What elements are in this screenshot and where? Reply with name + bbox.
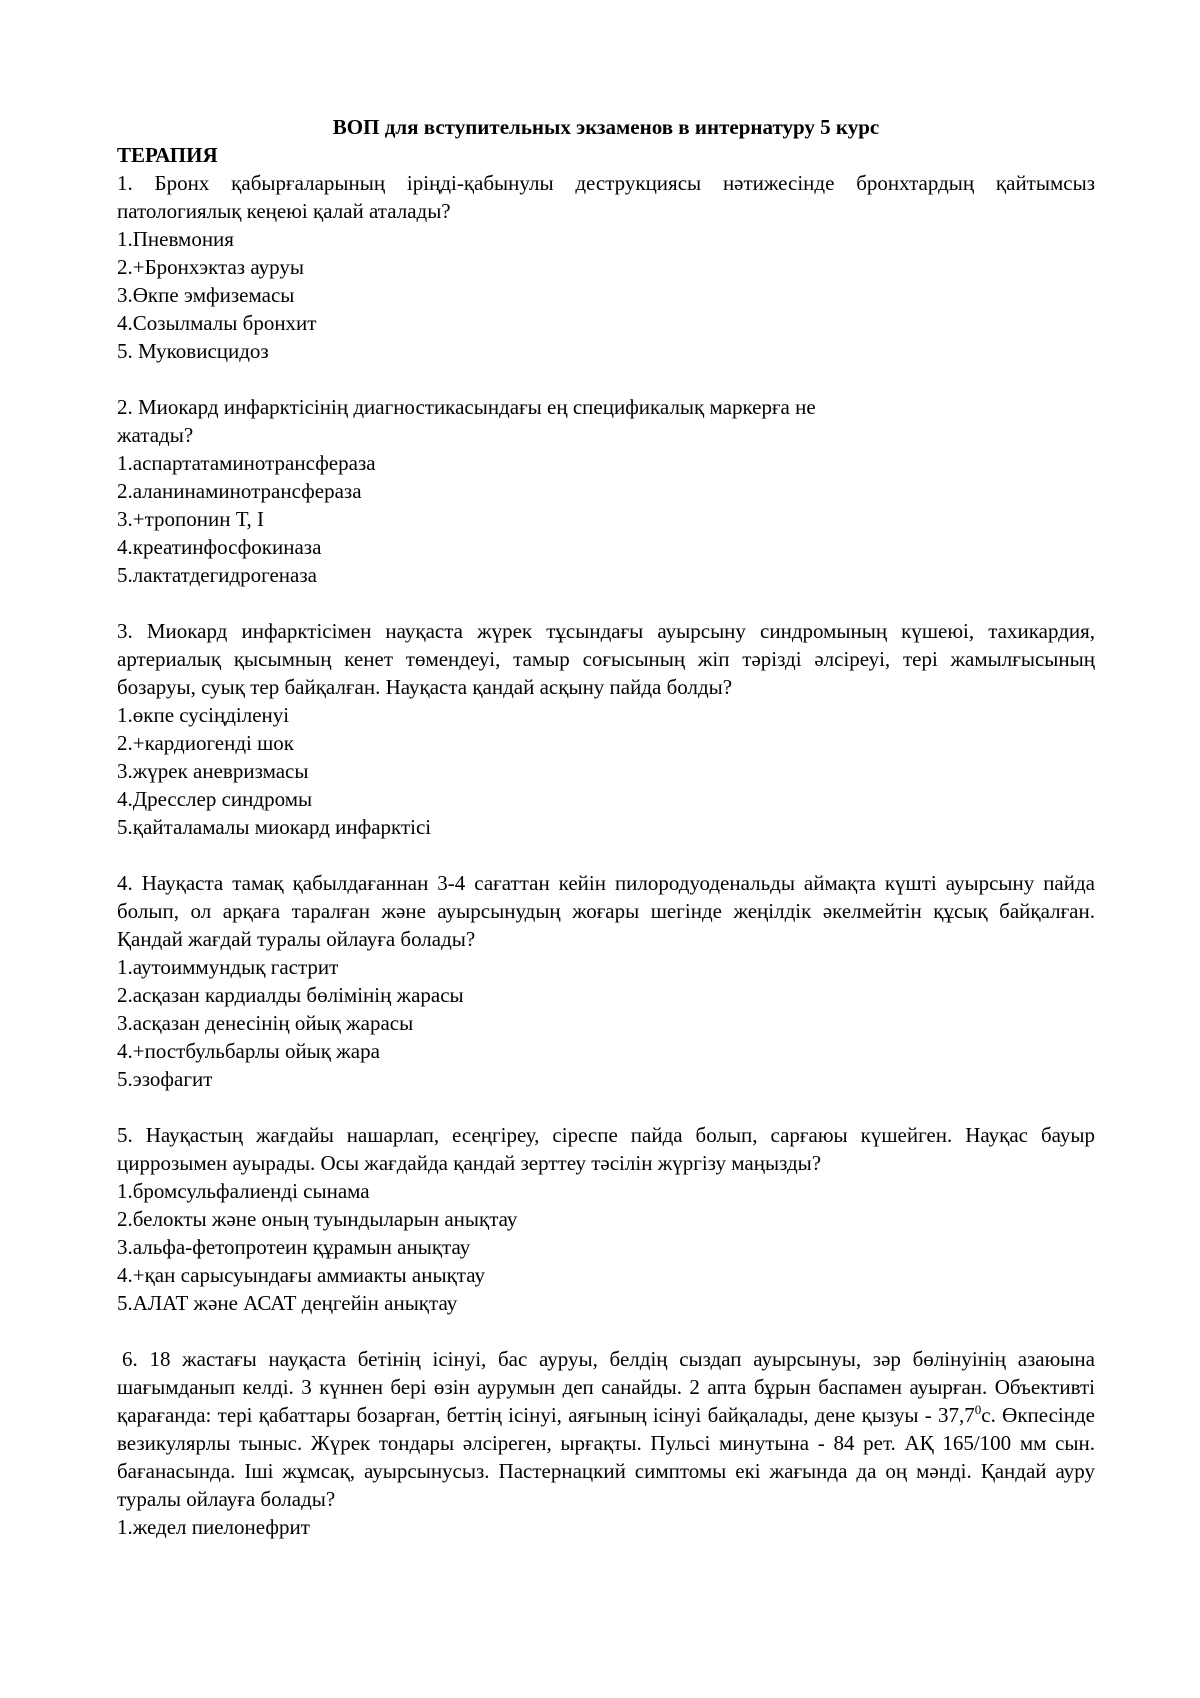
answer-option: 3.жүрек аневризмасы [117,759,309,783]
question-4 [117,869,1095,1093]
degree-superscript: 0 [974,1402,982,1417]
question-text [117,1345,1095,1513]
question-1 [117,169,1095,365]
answer-option: 1.жедел пиелонефрит [117,1515,310,1539]
answer-option: 2.асқазан кардиалды бөлімінің жарасы [117,983,464,1007]
answer-option: 5.қайталамалы миокард инфарктісі [117,815,432,839]
question-5 [117,1121,1095,1317]
answer-option: 2.аланинаминотрансфераза [117,479,362,503]
answer-option: 5.лактатдегидрогеназа [117,563,317,587]
question-text-continued: жатады? [117,423,194,447]
answer-option: 2.+Бронхэктаз ауруы [117,255,304,279]
question-3 [117,617,1095,841]
question-6 [117,1345,1095,1541]
answer-option: 3.Өкпе эмфиземасы [117,283,295,307]
answer-option: 4.Созылмалы бронхит [117,311,317,335]
answer-option: 4.+қан сарысуындағы аммиакты анықтау [117,1263,485,1287]
answer-option: 1.өкпе сусіңділенуі [117,703,290,727]
document-title: ВОП для вступительных экзаменов в интернатуру 5 курс [332,115,880,139]
question-2 [117,393,1095,589]
answer-option: 1.бромсульфалиенді сынама [117,1179,370,1203]
answer-option: 4.+постбульбарлы ойық жара [117,1039,380,1063]
answer-option: 1.аспартатаминотрансфераза [117,451,376,475]
answer-option: 1.Пневмония [117,227,234,251]
answer-option: 5.АЛАТ және АСАТ деңгейін анықтау [117,1291,458,1315]
answer-option: 3.+тропонин Т, І [117,507,264,531]
answer-option: 3.асқазан денесінің ойық жарасы [117,1011,414,1035]
question-text: 5. Науқастың жағдайы нашарлап, есеңгіреу, сіреспе пайда болып, сарғаюы күшейген. Науқас бауыр циррозымен ауырады. Осы жағдайда қандай зерттеу тәсілін жүргізу маңызды? [117,1123,1095,1175]
question-text: 4. Науқаста тамақ қабылдағаннан 3-4 сағаттан кейін пилородуоденальды аймақта күшті ауырсыну пайда болып, ол арқаға таралған және ауырсынудың жоғары шегінде жеңілдік әкелмейтін құсық байқалған. Қандай жағдай туралы ойлауға болады? [117,871,1095,951]
answer-option: 2.белокты және оның туындыларын анықтау [117,1207,518,1231]
answer-option: 4.креатинфосфокиназа [117,535,322,559]
answer-option: 1.аутоиммундық гастрит [117,955,339,979]
answer-option: 5.эзофагит [117,1067,213,1091]
question-text: 3. Миокард инфарктісімен науқаста жүрек тұсындағы ауырсыну синдромының күшеюі, тахикардия, артериалық қысымның кенет төмендеуі, тамыр соғысының жіп тәрізді әлсіреуі, тері жамылғысының бозаруы, суық тер байқалған. Науқаста қандай асқыну пайда болды? [117,619,1095,699]
section-title: ТЕРАПИЯ [117,143,218,167]
question-text: 1. Бронх қабырғаларының іріңді-қабынулы деструкциясы нәтижесінде бронхтардың қайтымсыз патологиялық кеңеюі қалай аталады? [117,171,1095,223]
question-text-part: с. Өкпесінде везикулярлы тыныс. Жүрек тондары әлсіреген, ырғақты. Пульсі минутына - 84 рет. АҚ 165/100 мм сын. бағанасында. Іші жұмсақ, ауырсынусыз. Пастернацкий симптомы екі жағында да оң мәнді. Қандай ауру туралы ойлауға болады? [117,1403,1096,1511]
question-text-part: 6. 18 жастағы науқаста бетінің ісінуі, бас ауруы, белдің сыздап ауырсынуы, зәр бөлінуінің азаюына шағымданып келді. 3 күннен бері өзін аурумын деп санайды. 2 апта бұрын баспамен ауырған. Объективті қарағанда: тері қабаттары бозарған, беттің ісінуі, аяғының ісінуі байқалады, дене қызуы - 37,7 [117,1347,1095,1427]
answer-option: 3.альфа-фетопротеин құрамын анықтау [117,1235,471,1259]
answer-option: 5. Муковисцидоз [117,339,269,363]
answer-option: 4.Дресслер синдромы [117,787,313,811]
answer-option: 2.+кардиогенді шок [117,731,294,755]
document-content [117,113,1095,1569]
question-text: 2. Миокард инфарктісінің диагностикасындағы ең спецификалық маркерға не [117,395,816,419]
